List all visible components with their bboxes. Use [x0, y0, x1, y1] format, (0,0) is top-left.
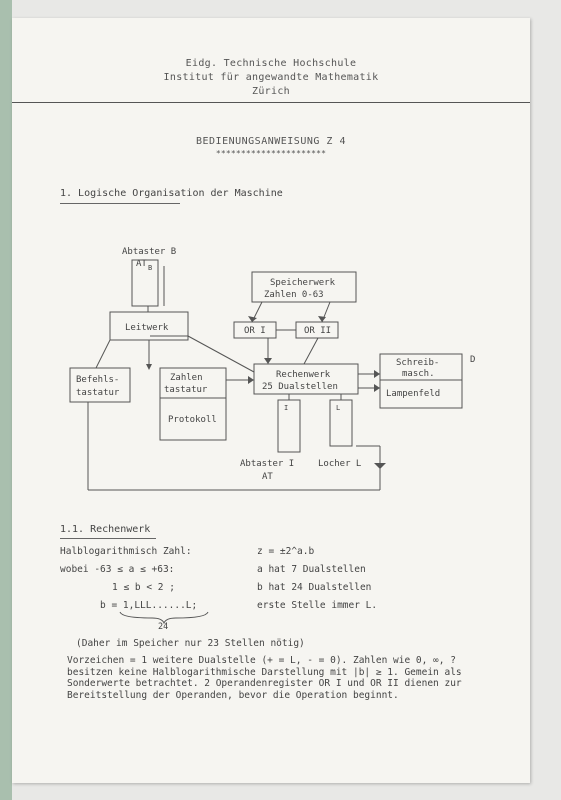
label-speicherwerk-1: Speicherwerk [270, 278, 336, 288]
doc-title-stars: ********************** [215, 149, 327, 158]
label-rechenwerk-2: 25 Dualstellen [262, 382, 338, 392]
brace-graphic [12, 18, 530, 638]
document-page [12, 18, 530, 783]
label-schreib-1: Schreib- [396, 358, 440, 368]
header-line-2: Institut für angewandte Mathematik [163, 72, 379, 83]
label-schreib-2: masch. [402, 369, 435, 379]
label-or2: OR II [304, 326, 332, 336]
section-1-1-heading: 1.1. Rechenwerk [60, 524, 151, 535]
label-abtaster-b-sub: AT [136, 259, 147, 269]
label-small-a: I [284, 404, 289, 412]
label-small-b: L [336, 404, 341, 412]
label-lampenfeld: Lampenfeld [386, 389, 441, 399]
label-protokoll: Protokoll [168, 415, 217, 425]
brace-label: 24 [158, 622, 169, 632]
label-abtaster-b-sub2: B [148, 264, 153, 272]
formula-left-3: 1 ≤ b < 2 ; [112, 582, 175, 593]
label-leitwerk: Leitwerk [125, 323, 169, 333]
label-right-mark: D [470, 355, 476, 365]
label-zahlen-1: Zahlen [170, 373, 203, 383]
label-locher: Locher L [318, 459, 362, 469]
label-speicherwerk-2: Zahlen 0-63 [264, 290, 324, 300]
formula-right-2: a hat 7 Dualstellen [257, 564, 366, 575]
label-abtaster-1-sub: AT [262, 472, 273, 482]
header-line-3: Zürich [252, 86, 290, 97]
label-zahlen-2: tastatur [164, 385, 208, 395]
formula-left-4: b = 1,LLL......L; [100, 600, 198, 611]
paragraph: Vorzeichen = 1 weitere Dualstelle (+ = L, - = 0). Zahlen wie 0, ∞, ? besitzen keine Halblogarithmische Darstellung mit |b| ≥ 1. Gemein als Sonderwerte betrachtet. 2 Operandenregister OR I und OR II dienen zur Bereitstellung der Operanden, bevor die Operation beginnt. [67, 655, 462, 701]
label-rechenwerk-1: Rechenwerk [276, 370, 331, 380]
label-abtaster-b: Abtaster B [122, 247, 177, 257]
label-befehls-2: tastatur [76, 388, 120, 398]
formula-left-2: wobei -63 ≤ a ≤ +63: [60, 564, 175, 575]
formula-right-4: erste Stelle immer L. [257, 600, 378, 611]
label-abtaster-1: Abtaster I [240, 459, 295, 469]
binding-strip [0, 0, 12, 800]
storage-note: (Daher im Speicher nur 23 Stellen nötig) [76, 638, 305, 649]
label-befehls-1: Befehls- [76, 375, 120, 385]
formula-right-1: z = ±2^a.b [257, 546, 315, 557]
label-or1: OR I [244, 326, 266, 336]
doc-title: BEDIENUNGSANWEISUNG Z 4 [196, 136, 346, 147]
header-line-1: Eidg. Technische Hochschule [185, 58, 357, 69]
formula-right-3: b hat 24 Dualstellen [257, 582, 372, 593]
formula-left-1: Halblogarithmisch Zahl: [60, 546, 192, 557]
section-1-heading: 1. Logische Organisation der Maschine [60, 188, 283, 199]
